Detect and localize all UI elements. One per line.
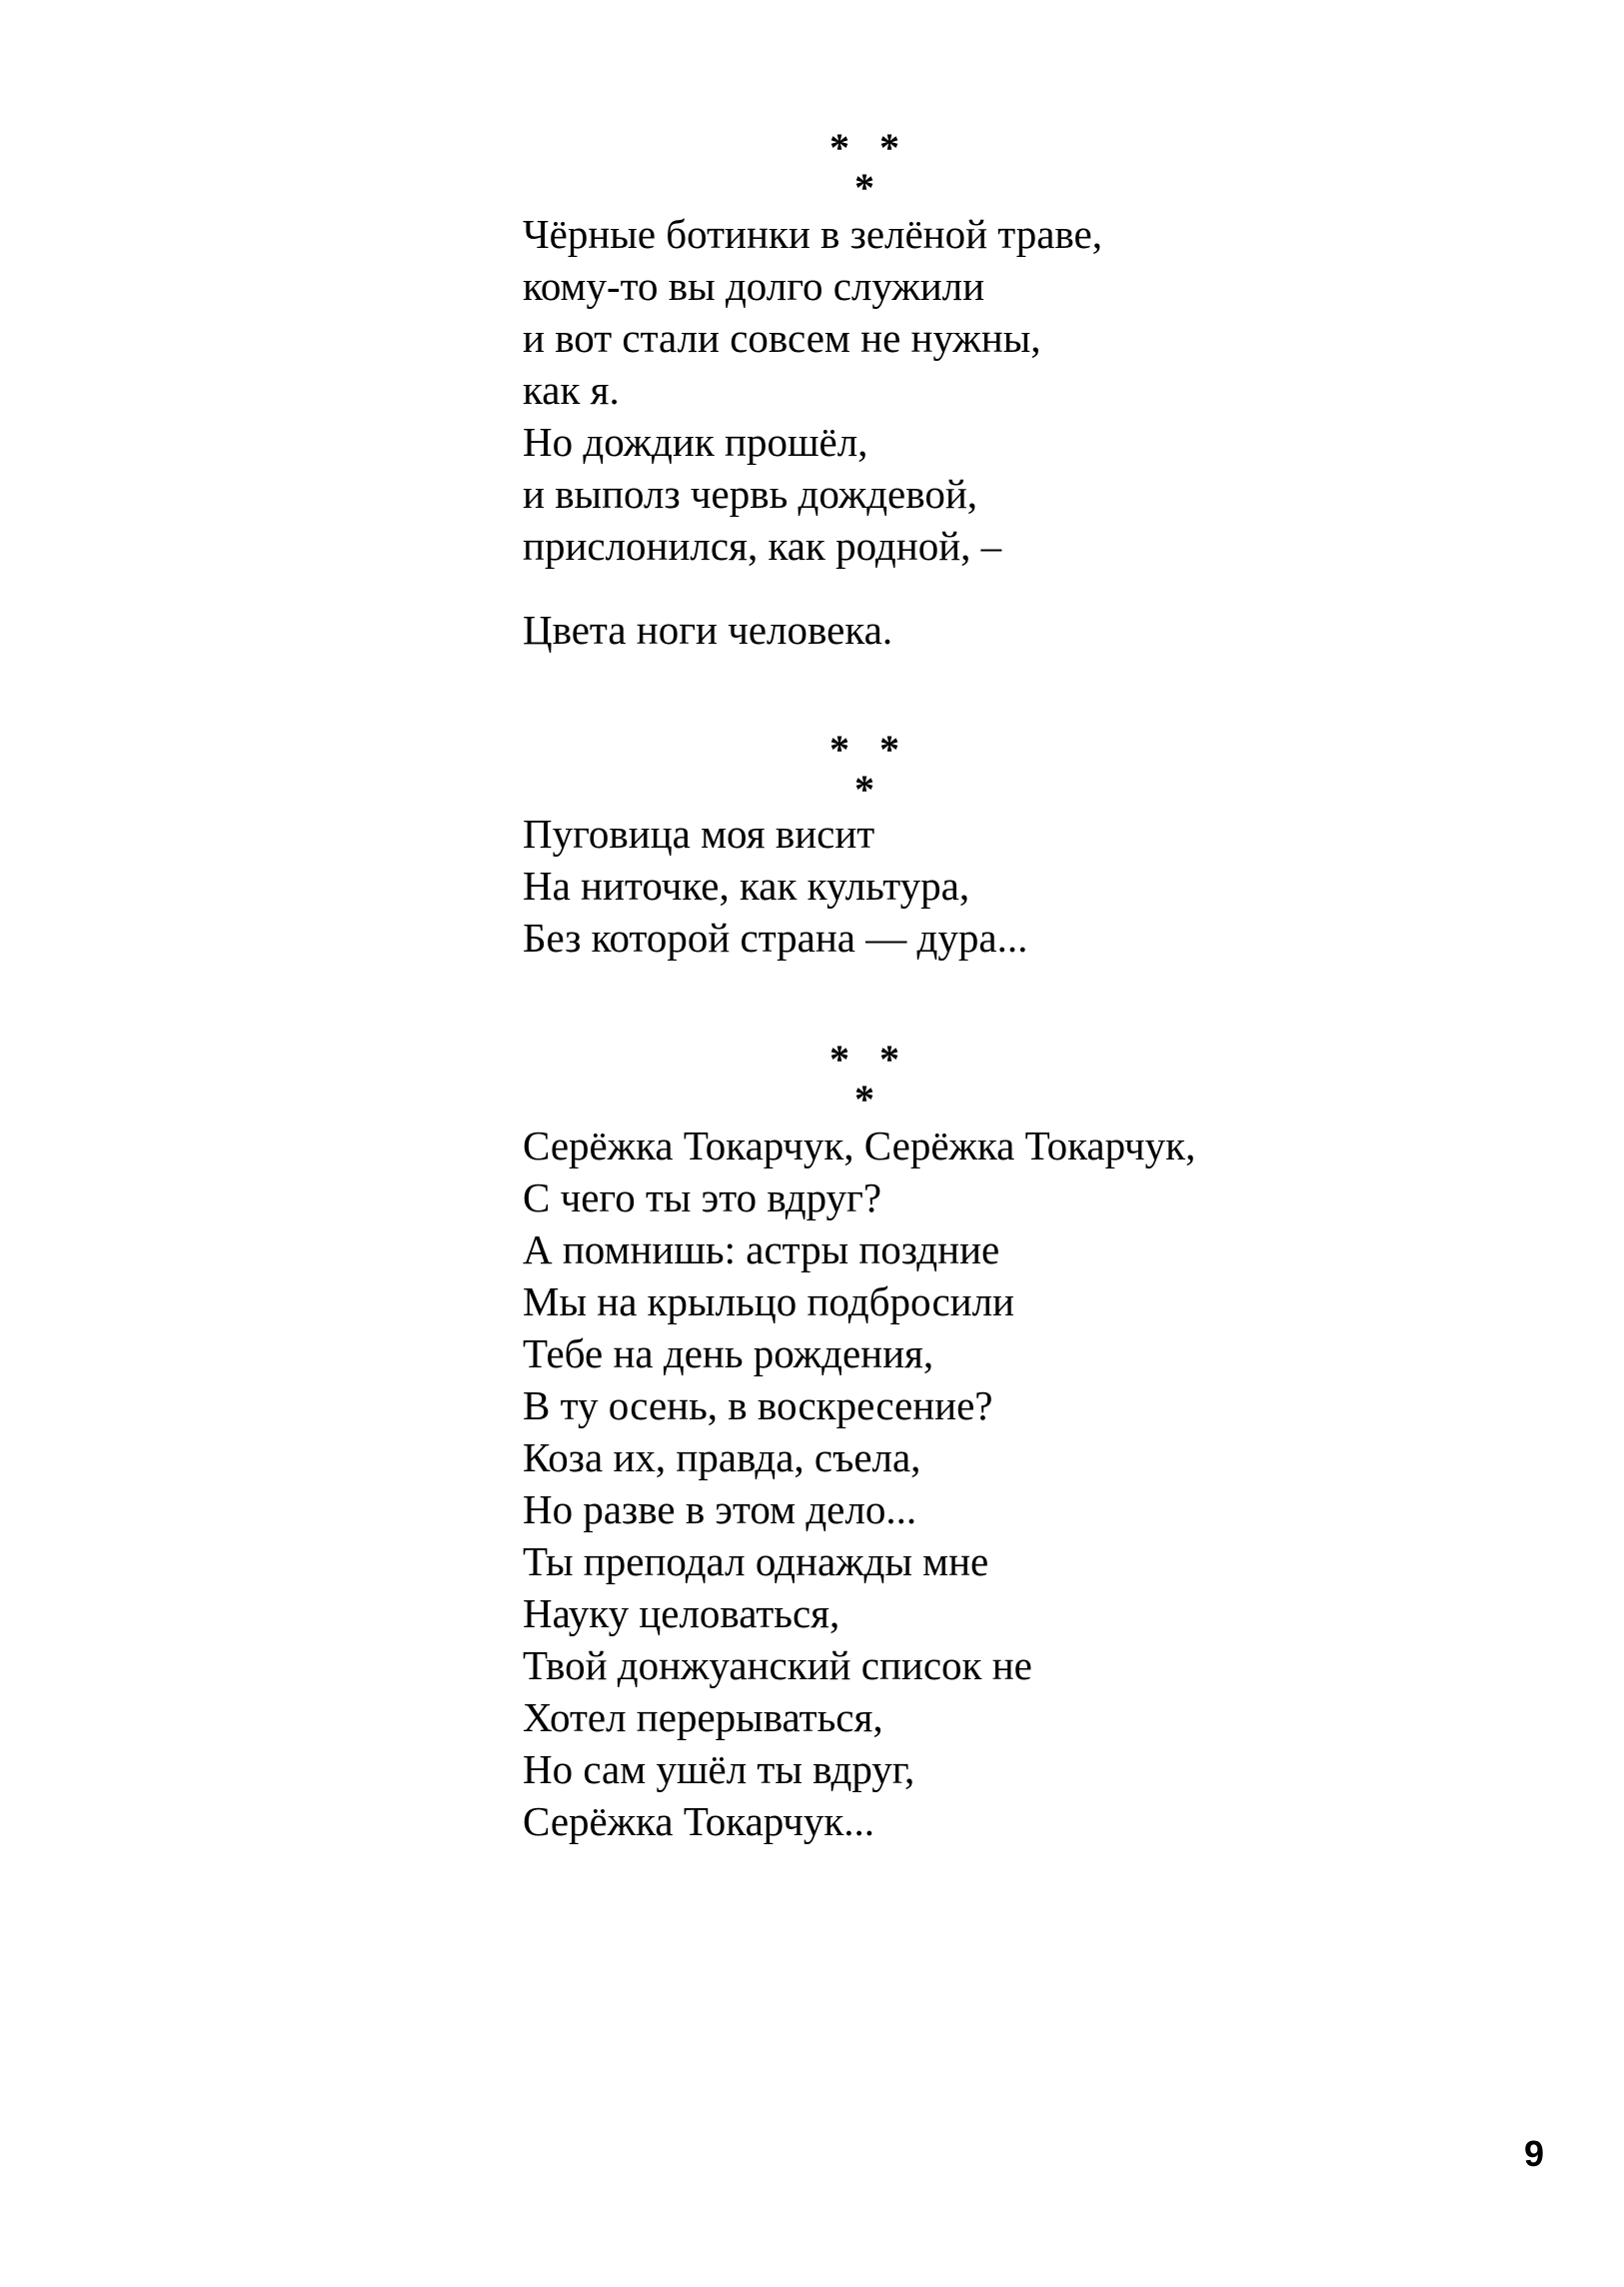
poem-line: Мы на крыльцо подбросили (523, 1278, 1014, 1324)
poem-line: Науку целоваться, (523, 1590, 840, 1636)
poem-line: и вот стали совсем не нужны, (523, 315, 1041, 361)
poem-line: Тебе на день рождения, (523, 1330, 934, 1376)
poem-3-body (523, 1120, 1195, 1847)
poem-line: и выполз червь дождевой, (523, 471, 978, 517)
poem-line: как я. (523, 367, 620, 413)
poem-line: Серёжка Токарчук, Серёжка Токарчук, (523, 1123, 1196, 1168)
poem-2-body (523, 808, 1027, 964)
poem-1-separator: * * * (829, 125, 909, 210)
poem-3-separator: * * * (829, 1037, 909, 1122)
page-number: 9 (1523, 2133, 1544, 2174)
poem-2-separator: * * * (829, 727, 909, 812)
poem-line: А помнишь: астры поздние (523, 1226, 1000, 1272)
poem-line: С чего ты это вдруг? (523, 1174, 882, 1220)
poem-1-coda: Цвета ноги человека. (523, 607, 893, 653)
poem-line: Но разве в этом дело... (523, 1486, 917, 1532)
poem-line: прислонился, как родной, – (523, 523, 1002, 569)
poem-1-body (523, 208, 1102, 572)
poem-line: Но сам ушёл ты вдруг, (523, 1746, 915, 1792)
poem-line: Коза их, правда, съела, (523, 1434, 921, 1480)
poem-line: Твой донжуанский список не (523, 1642, 1032, 1688)
poem-line: В ту осень, в воскресение? (523, 1382, 993, 1428)
poem-line: Без которой страна — дура... (523, 915, 1028, 961)
poem-line: Хотел перерываться, (523, 1694, 883, 1740)
poem-line: Чёрные ботинки в зелёной траве, (523, 211, 1102, 257)
poem-line: Серёжка Токарчук... (523, 1798, 875, 1844)
poem-line: Но дождик прошёл, (523, 419, 868, 465)
poem-line: кому-то вы долго служили (523, 263, 985, 309)
poem-line: Ты преподал однажды мне (523, 1538, 989, 1584)
poem-line: На ниточке, как культура, (523, 863, 970, 909)
poem-line: Пуговица моя висит (523, 811, 875, 857)
